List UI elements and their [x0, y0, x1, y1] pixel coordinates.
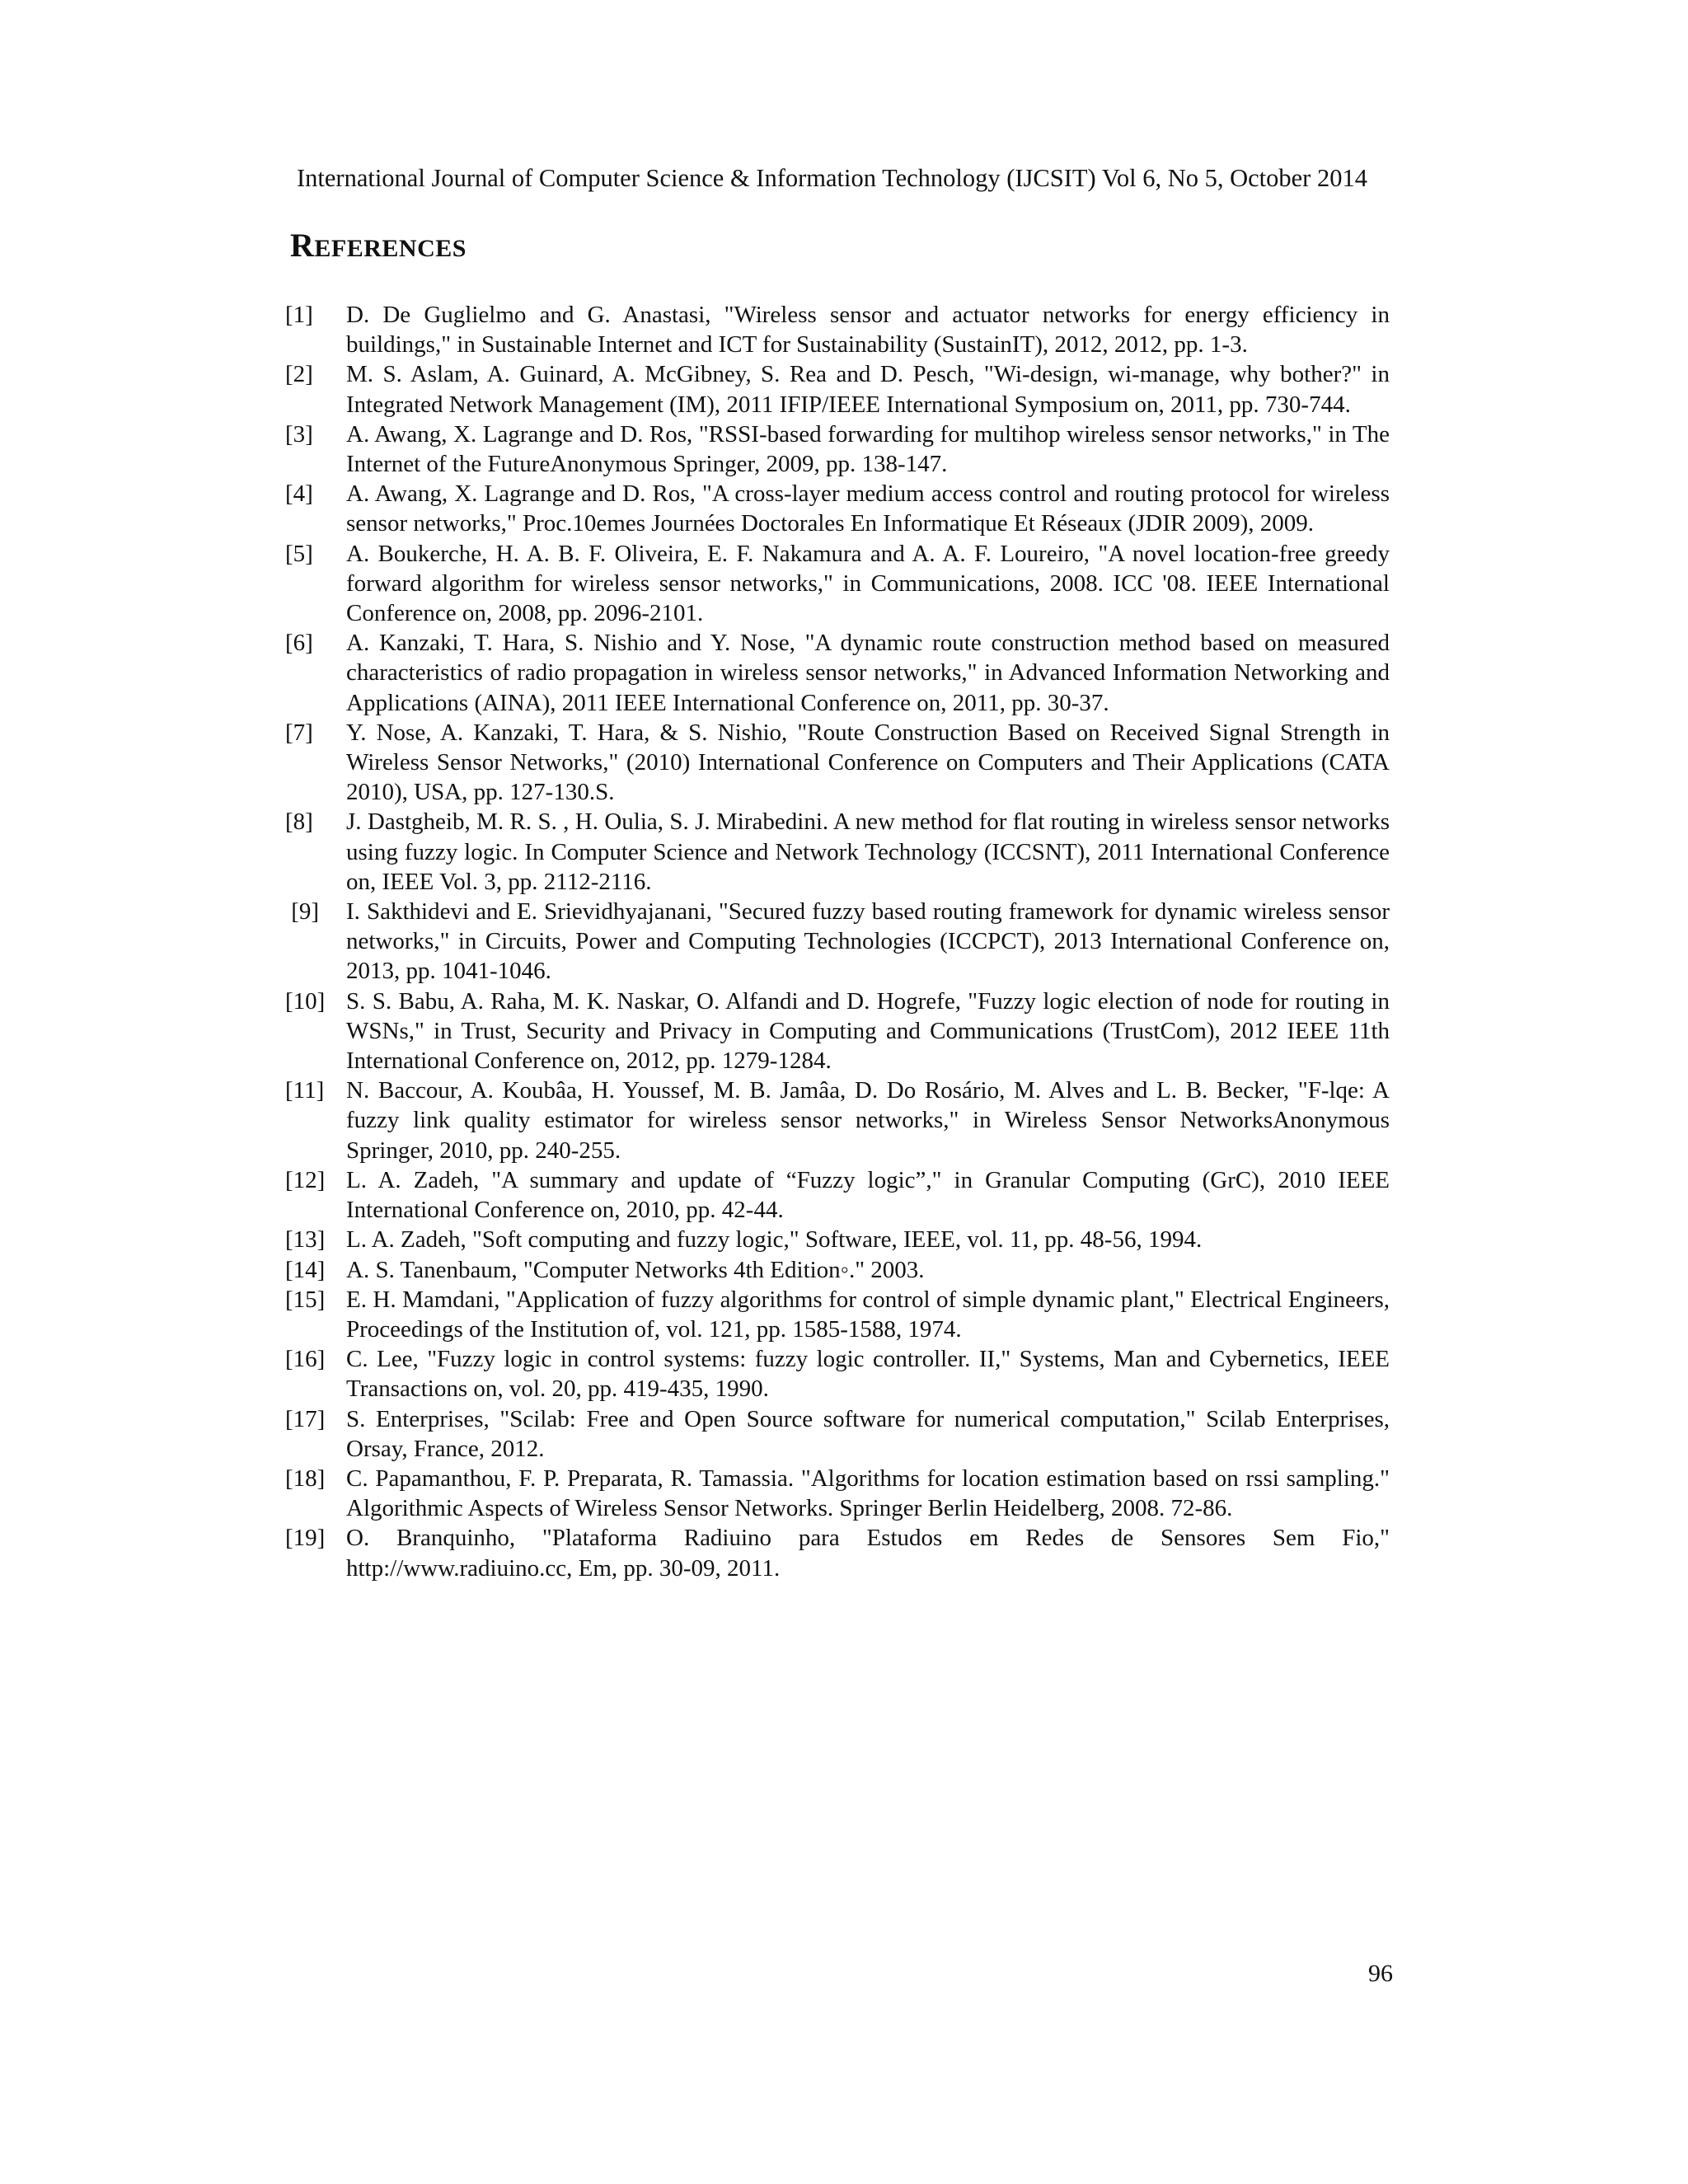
- reference-item: [285, 479, 1390, 538]
- reference-number: [11]: [285, 1077, 325, 1104]
- reference-number: [18]: [285, 1465, 326, 1492]
- reference-text: A. Awang, X. Lagrange and D. Ros, "RSSI-based forwarding for multihop wireless sensor networks," in The Internet of the FutureAnonymous Springer, 2009, pp. 138-147.: [346, 420, 1390, 478]
- reference-number: [4]: [285, 480, 313, 508]
- reference-item: [285, 539, 1390, 629]
- reference-item: [285, 1523, 1390, 1582]
- reference-text: N. Baccour, A. Koubâa, H. Youssef, M. B. Jamâa, D. Do Rosário, M. Alves and L. B. Becker, "F-lqe: A fuzzy link quality estimator for wireless sensor networks," in Wireless Sensor NetworksAnonymous Springer, 2010, pp. 240-255.: [346, 1077, 1390, 1164]
- reference-number: [10]: [285, 987, 326, 1015]
- reference-number: [3]: [285, 420, 313, 448]
- reference-number: [5]: [285, 540, 313, 567]
- reference-number: [7]: [285, 719, 313, 746]
- reference-text: D. De Guglielmo and G. Anastasi, "Wireless sensor and actuator networks for energy efficiency in buildings," in Sustainable Internet and ICT for Sustainability (SustainIT), 2012, 2012, pp. 1-3.: [346, 302, 1390, 359]
- reference-item: [285, 1255, 1390, 1285]
- reference-item: [285, 987, 1390, 1076]
- reference-item: [285, 1225, 1390, 1254]
- reference-item: [285, 1464, 1390, 1523]
- reference-item: [285, 897, 1390, 987]
- section-title-initial: R: [290, 227, 315, 264]
- reference-item: [285, 807, 1390, 897]
- reference-item: [285, 300, 1390, 359]
- reference-text: L. A. Zadeh, "Soft computing and fuzzy logic," Software, IEEE, vol. 11, pp. 48-56, 1994.: [346, 1226, 1203, 1254]
- reference-number: [16]: [285, 1346, 326, 1373]
- reference-number: [6]: [285, 630, 313, 657]
- reference-text: A. Awang, X. Lagrange and D. Ros, "A cross-layer medium access control and routing protocol for wireless sensor networks," Proc.10emes Journées Doctorales En Informatique Et Réseaux (JDIR 2009), 2009.: [346, 480, 1390, 537]
- reference-number: [14]: [285, 1256, 326, 1283]
- reference-item: [285, 628, 1390, 718]
- section-title-rest: EFERENCES: [314, 235, 467, 262]
- reference-text: Y. Nose, A. Kanzaki, T. Hara, & S. Nishio, "Route Construction Based on Received Signal Strength in Wireless Sensor Networks," (2010) International Conference on Computers and Their Applications (CATA 2010), USA, pp. 127-130.S.: [346, 719, 1390, 806]
- reference-text: C. Lee, "Fuzzy logic in control systems: fuzzy logic controller. II," Systems, Man and Cybernetics, IEEE Transactions on, vol. 20, pp. 419-435, 1990.: [346, 1346, 1390, 1403]
- reference-text: M. S. Aslam, A. Guinard, A. McGibney, S. Rea and D. Pesch, "Wi-design, wi-manage, why bother?" in Integrated Network Management (IM), 2011 IFIP/IEEE International Symposium on, 2011, pp. 730-744.: [346, 361, 1390, 418]
- reference-number: [13]: [285, 1226, 326, 1254]
- reference-item: [285, 359, 1390, 419]
- reference-number: [2]: [285, 361, 313, 388]
- section-title: [290, 226, 467, 269]
- reference-number: [1]: [285, 302, 313, 328]
- reference-item: [285, 419, 1390, 479]
- reference-text: S. S. Babu, A. Raha, M. K. Naskar, O. Alfandi and D. Hogrefe, "Fuzzy logic election of node for routing in WSNs," in Trust, Security and Privacy in Computing and Communications (TrustCom), 2012 IEEE 11th International Conference on, 2012, pp. 1279-1284.: [346, 987, 1390, 1075]
- reference-list: [285, 300, 1390, 1583]
- reference-number: [8]: [285, 808, 313, 836]
- reference-number: [9]: [285, 898, 320, 926]
- reference-text: J. Dastgheib, M. R. S. , H. Oulia, S. J. Mirabedini. A new method for flat routing in wireless sensor networks using fuzzy logic. In Computer Science and Network Technology (ICCSNT), 2011 International Conference on, IEEE Vol. 3, pp. 2112-2116.: [346, 808, 1390, 895]
- reference-text: A. Kanzaki, T. Hara, S. Nishio and Y. Nose, "A dynamic route construction method based on measured characteristics of radio propagation in wireless sensor networks," in Advanced Information Networking and Applications (AINA), 2011 IEEE International Conference on, 2011, pp. 30-37.: [346, 630, 1390, 716]
- reference-text: S. Enterprises, "Scilab: Free and Open Source software for numerical computation," Scilab Enterprises, Orsay, France, 2012.: [346, 1405, 1390, 1462]
- reference-text: I. Sakthidevi and E. Srievidhyajanani, "Secured fuzzy based routing framework for dynamic wireless sensor networks," in Circuits, Power and Computing Technologies (ICCPCT), 2013 International Conference on, 2013, pp. 1041-1046.: [346, 898, 1390, 985]
- reference-text: C. Papamanthou, F. P. Preparata, R. Tamassia. "Algorithms for location estimation based on rssi sampling." Algorithmic Aspects of Wireless Sensor Networks. Springer Berlin Heidelberg, 2008. 72-86.: [346, 1465, 1390, 1522]
- reference-item: [285, 718, 1390, 808]
- reference-number: [19]: [285, 1525, 326, 1552]
- reference-item: [285, 1344, 1390, 1404]
- running-header: International Journal of Computer Science & Information Technology (IJCSIT) Vol 6, No 5, October 2014: [297, 164, 1367, 192]
- reference-item: [285, 1404, 1390, 1464]
- reference-text: A. Boukerche, H. A. B. F. Oliveira, E. F. Nakamura and A. A. F. Loureiro, "A novel location-free greedy forward algorithm for wireless sensor networks," in Communications, 2008. ICC '08. IEEE International Conference on, 2008, pp. 2096-2101.: [346, 540, 1390, 627]
- reference-item: [285, 1076, 1390, 1165]
- reference-text: O. Branquinho, "Plataforma Radiuino para Estudos em Redes de Sensores Sem Fio," http://www.radiuino.cc, Em, pp. 30-09, 2011.: [346, 1525, 1390, 1582]
- reference-text: E. H. Mamdani, "Application of fuzzy algorithms for control of simple dynamic plant," Electrical Engineers, Proceedings of the Institution of, vol. 121, pp. 1585-1588, 1974.: [346, 1286, 1390, 1343]
- page-number: 96: [1368, 1960, 1393, 1987]
- reference-text: A. S. Tanenbaum, "Computer Networks 4th Edition◦." 2003.: [346, 1256, 925, 1283]
- reference-number: [12]: [285, 1166, 326, 1193]
- reference-item: [285, 1165, 1390, 1225]
- reference-item: [285, 1285, 1390, 1344]
- reference-text: L. A. Zadeh, "A summary and update of “Fuzzy logic”," in Granular Computing (GrC), 2010 IEEE International Conference on, 2010, pp. 42-44.: [346, 1166, 1390, 1224]
- reference-number: [17]: [285, 1405, 326, 1432]
- reference-number: [15]: [285, 1286, 326, 1313]
